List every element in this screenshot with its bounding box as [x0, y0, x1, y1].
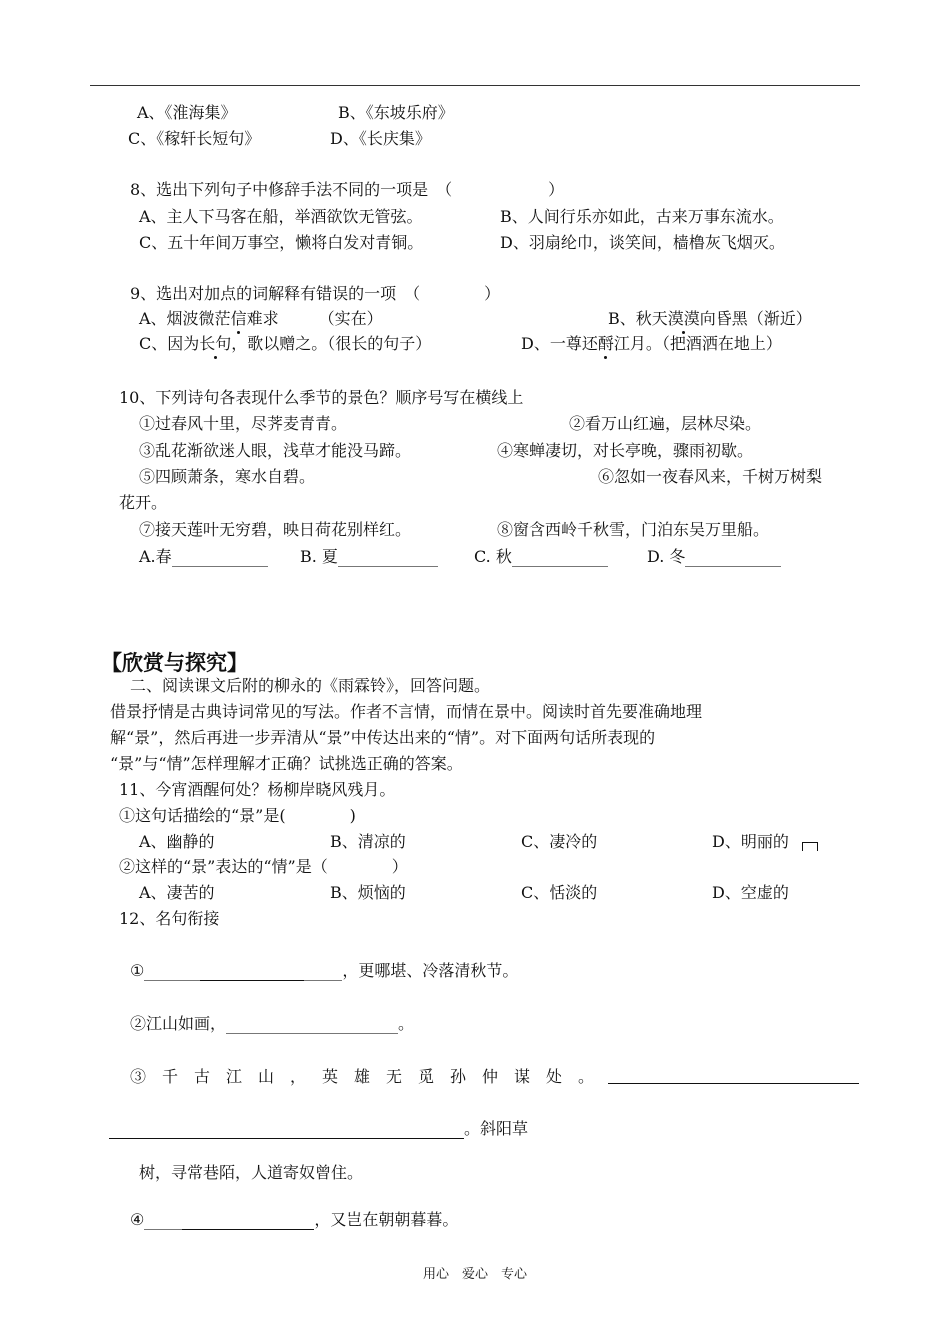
q10-answer-autumn: C. 秋: [474, 547, 608, 567]
q12-stem: 12、名句衔接: [119, 909, 220, 928]
answer-blank[interactable]: [608, 1067, 859, 1084]
emphasis-dotted-word: 信: [230, 309, 247, 328]
answer-blank[interactable]: [182, 1213, 314, 1230]
q7-option-c: C、《稼轩长短句》: [128, 129, 261, 148]
q11-sub-1-option-b: B、清凉的: [330, 832, 406, 851]
answer-blank[interactable]: [172, 550, 268, 567]
q11-stem: 11、今宵酒醒何处？杨柳岸晓风残月。: [119, 780, 396, 799]
answer-blank[interactable]: [304, 964, 342, 981]
emphasis-dotted-word: 酹: [597, 334, 614, 353]
answer-blank[interactable]: [144, 1213, 182, 1230]
q9-option-a: A、烟波微茫信难求 （实在）: [139, 309, 383, 328]
answer-blank[interactable]: [144, 964, 200, 981]
q11-sub-1-option-c: C、凄冷的: [521, 832, 598, 851]
q9-stem: 9、选出对加点的词解释有错误的一项 （ ）: [130, 284, 501, 303]
q10-answer-spring: A.春: [139, 547, 268, 567]
q10-item-7: ⑦接天莲叶无穷碧，映日荷花别样红。: [139, 520, 412, 539]
q12-line-4: ④ ，又岂在朝朝暮暮。: [130, 1210, 459, 1229]
q8-option-a: A、主人下马客在船，举酒欲饮无管弦。: [139, 207, 423, 226]
q9-option-b: B、秋天漠漠向昏黑（渐近）: [608, 309, 812, 328]
q10-item-6-continued: 花开。: [119, 493, 168, 512]
section-intro: 二、阅读课文后附的柳永的《雨霖铃》，回答问题。: [130, 676, 491, 695]
section-paragraph-line-1: 借景抒情是古典诗词常见的写法。作者不言情，而情在景中。阅读时首先要准确地理: [110, 702, 703, 721]
q8-option-c: C、五十年间万事空，懒将白发对青铜。: [139, 233, 424, 252]
q12-line-1: ① ，更哪堪、冷落清秋节。: [130, 961, 519, 980]
q11-sub-2-option-b: B、烦恼的: [330, 883, 406, 902]
q7-option-b: B、《东坡乐府》: [338, 103, 454, 122]
q11-sub-2-option-c: C、恬淡的: [521, 883, 598, 902]
q10-item-2: ②看万山红遍，层林尽染。: [569, 414, 762, 433]
q10-stem: 10、下列诗句各表现什么季节的景色？顺序号写在横线上: [119, 388, 524, 407]
q10-item-6: ⑥忽如一夜春风来，千树万树梨: [598, 467, 823, 486]
section-heading: 【欣赏与探究】: [101, 651, 248, 675]
q8-option-b: B、人间行乐亦如此，古来万事东流水。: [500, 207, 784, 226]
q11-sub-2: ②这样的“景”表达的“情”是（ ）: [119, 857, 408, 876]
q8-option-d: D、羽扇纶巾，谈笑间，樯橹灰飞烟灭。: [500, 233, 785, 252]
q10-answer-winter: D. 冬: [647, 547, 781, 567]
answer-blank[interactable]: [685, 550, 781, 567]
q10-item-8: ⑧窗含西岭千秋雪，门泊东吴万里船。: [497, 520, 770, 539]
answer-blank[interactable]: [226, 1017, 398, 1034]
page-footer: 用心 爱心 专心: [422, 1267, 527, 1282]
q8-stem: 8、选出下列句子中修辞手法不同的一项是 （ ）: [130, 180, 565, 199]
header-rule: [90, 85, 860, 86]
q10-answer-summer: B. 夏: [300, 547, 438, 567]
q11-sub-2-option-a: A、凄苦的: [139, 883, 215, 902]
q10-item-5: ⑤四顾萧条，寒水自碧。: [139, 467, 316, 486]
q12-line-2: ②江山如画， 。: [130, 1014, 415, 1033]
q11-sub-1-option-d: D、明丽的: [712, 832, 789, 851]
section-paragraph-line-2: 解“景”，然后再进一步弄清从“景”中传达出来的“情”。对下面两句话所表现的: [110, 728, 656, 747]
q7-option-d: D、《长庆集》: [330, 129, 431, 148]
q9-option-d: D、一尊还酹江月。（把酒洒在地上）: [521, 334, 782, 353]
q11-sub-1-option-a: A、幽静的: [139, 832, 215, 851]
emphasis-dotted-word: 漠漠: [667, 309, 700, 328]
q12-line-3-end: 树，寻常巷陌，人道寄奴曾住。: [139, 1163, 364, 1182]
answer-blank[interactable]: [512, 550, 608, 567]
q12-line-3-continued: 。斜阳草: [109, 1119, 528, 1139]
q10-item-1: ①过春风十里，尽荠麦青青。: [139, 414, 348, 433]
answer-blank[interactable]: [109, 1122, 464, 1139]
section-paragraph-line-3: “景”与“情”怎样理解才正确？试挑选正确的答案。: [110, 754, 463, 773]
q7-option-a: A、《淮海集》: [137, 103, 237, 122]
q9-option-c: C、因为长句，歌以赠之。（很长的句子）: [139, 334, 432, 353]
q12-line-3: ③千古江山，英雄无觅孙仲谋处。: [130, 1067, 611, 1086]
layout-corner-mark: [802, 842, 818, 851]
answer-blank[interactable]: [200, 964, 304, 981]
q11-sub-1: ①这句话描绘的“景”是( ): [119, 806, 356, 825]
answer-blank[interactable]: [338, 550, 438, 567]
q10-item-3: ③乱花渐欲迷人眼，浅草才能没马蹄。: [139, 441, 412, 460]
q11-sub-2-option-d: D、空虚的: [712, 883, 789, 902]
emphasis-dotted-word: 长句: [199, 334, 232, 353]
q10-item-4: ④寒蝉凄切，对长亭晚，骤雨初歇。: [497, 441, 754, 460]
